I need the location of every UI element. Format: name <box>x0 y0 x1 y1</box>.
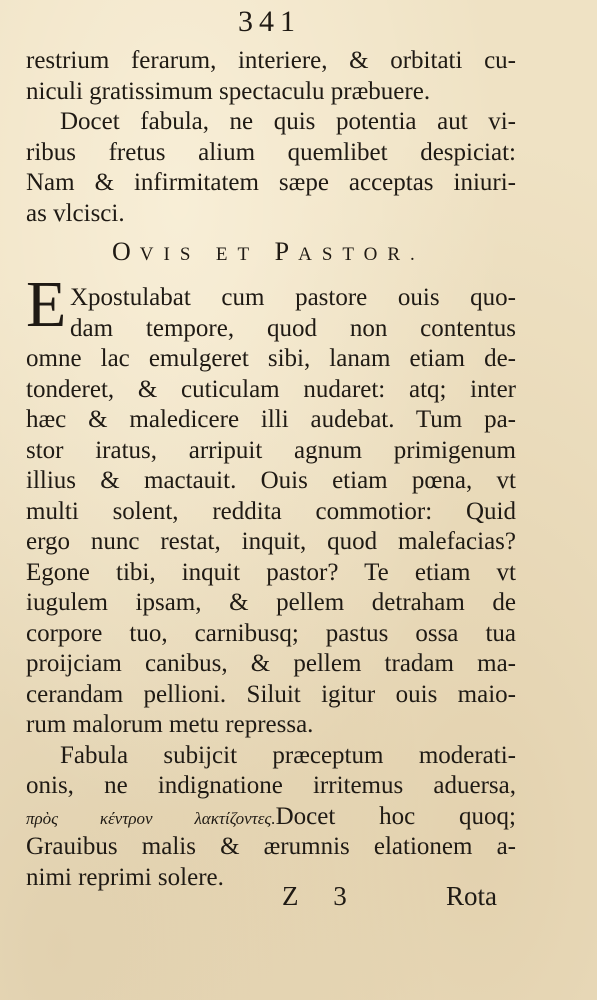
text-line: Fabula subijcit præceptum moderati- <box>60 741 516 769</box>
text-line: omne lac emulgeret sibi, lanam etiam de- <box>26 345 516 372</box>
title-word: ASTOR. <box>298 244 425 265</box>
text-line: nimi reprimi solere. <box>26 863 224 891</box>
text-line: Egone tibi, inquit pastor? Te etiam vt <box>26 558 516 586</box>
text-line: multi solent, reddita commotior: Quid <box>26 497 516 525</box>
text-line: Grauibus malis & ærumnis elationem a- <box>26 833 516 860</box>
text-line: Docet fabula, ne quis potentia aut vi- <box>60 108 516 135</box>
title-initial: P <box>274 237 299 266</box>
text-line: as vlcisci. <box>26 199 125 227</box>
text-line: tonderet, & cuticulam nudaret: atq; inter <box>26 375 516 403</box>
text-line: proijciam canibus, & pellem tradam ma- <box>26 650 516 677</box>
title-word: VIS <box>139 244 201 265</box>
text-line: cerandam pellioni. Siluit igitur ouis maio- <box>26 680 516 708</box>
text-line: dam tempore, quod non contentus <box>70 314 516 342</box>
text-line: ergo nunc restat, inquit, quod malefacias? <box>26 528 516 555</box>
signature-mark: Z 3 <box>282 881 361 911</box>
text-line: onis, ne indignatione irritemus aduersa, <box>26 772 516 799</box>
drop-cap: E <box>26 268 67 341</box>
intro-paragraph <box>26 46 516 229</box>
page-footer <box>0 878 597 914</box>
greek-phrase: πρὸς κέντρον λακτίζοντες. <box>26 808 276 828</box>
text-line: Xpostulabat cum pastore ouis quo- <box>70 284 516 311</box>
text-line: ribus fretus alium quemlibet despiciat: <box>26 138 516 166</box>
catchword: Rota <box>446 881 497 911</box>
text-line <box>26 802 516 833</box>
text-line: rum malorum metu repressa. <box>26 711 314 738</box>
title-initial: O <box>112 237 140 266</box>
text-line: stor iratus, arripuit agnum primigenum <box>26 436 516 464</box>
text-line: Nam & infirmitatem sæpe acceptas iniuri- <box>26 169 516 196</box>
fable-paragraph <box>26 283 516 893</box>
text-fragment: Docet hoc quoq; <box>275 802 516 830</box>
text-line: corpore tuo, carnibusq; pastus ossa tua <box>26 619 516 647</box>
text-line: hæc & maledicere illi audebat. Tum pa- <box>26 406 516 433</box>
text-line: restrium ferarum, interiere, & orbitati cu- <box>26 47 516 74</box>
page-number: 341 <box>238 5 301 38</box>
text-line: iugulem ipsam, & pellem detraham de <box>26 589 516 616</box>
text-line: niculi gratissimum spectaculu præbuere. <box>26 77 431 105</box>
fable-title <box>112 232 442 275</box>
text-line: illius & mactauit. Ouis etiam pœna, vt <box>26 467 516 494</box>
title-word: ET <box>215 244 260 265</box>
